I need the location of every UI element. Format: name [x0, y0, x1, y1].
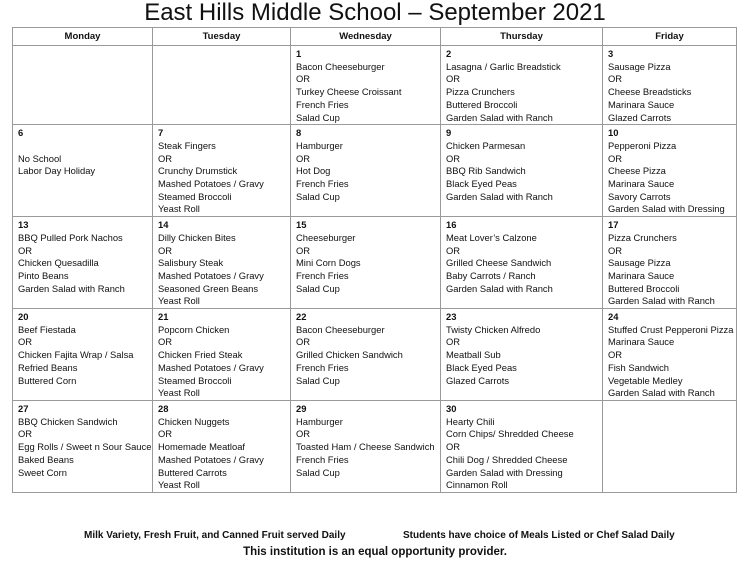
menu-item: Buttered Corn [18, 374, 77, 386]
menu-item: OR [446, 336, 461, 348]
weekday-header: Tuesday [153, 28, 291, 46]
week-row [13, 400, 737, 492]
menu-item: Glazed Carrots [446, 374, 510, 386]
day-cell [441, 217, 603, 309]
menu-item [18, 140, 152, 153]
menu-item: OR [158, 152, 173, 164]
day-cell [291, 309, 441, 401]
week-row [13, 46, 737, 125]
menu-item: Buttered Broccoli [446, 98, 518, 110]
week-row [13, 217, 737, 309]
menu-item: OR [296, 152, 311, 164]
day-cell [13, 309, 153, 401]
menu-item: Chili Dog / Shredded Cheese [446, 453, 568, 465]
menu-item: Baked Beans [18, 453, 74, 465]
footer-equal-opportunity: This institution is an equal opportunity provider. [243, 546, 507, 558]
menu-item: Hot Dog [296, 165, 331, 177]
menu-item: OR [296, 336, 311, 348]
menu-item: OR [296, 428, 311, 440]
day-number: 27 [18, 402, 29, 414]
page-title: East Hills Middle School – September 2021 [144, 0, 606, 26]
day-number [158, 48, 290, 61]
menu-item: Marinara Sauce [608, 178, 675, 190]
menu-item: Salad Cup [296, 111, 340, 123]
menu-item: Chicken Parmesan [446, 139, 526, 151]
menu-item: OR [158, 428, 173, 440]
menu-item: OR [296, 73, 311, 85]
menu-item: No School [18, 152, 62, 164]
day-cell [603, 217, 737, 309]
menu-calendar [12, 27, 737, 493]
menu-item: Black Eyed Peas [446, 361, 517, 373]
menu-item: Glazed Carrots [608, 111, 672, 123]
day-cell [291, 400, 441, 492]
menu-item: Sausage Pizza [608, 60, 671, 72]
day-cell [13, 400, 153, 492]
menu-item: Salad Cup [296, 190, 340, 202]
menu-item: OR [18, 428, 33, 440]
menu-item: Salad Cup [296, 374, 340, 386]
menu-item: Marinara Sauce [608, 269, 675, 281]
menu-item: Chicken Fajita Wrap / Salsa [18, 349, 134, 361]
menu-item: Lasagna / Garlic Breadstick [446, 60, 561, 72]
menu-item: Vegetable Medley [608, 374, 683, 386]
menu-item: Grilled Chicken Sandwich [296, 349, 403, 361]
day-cell [291, 46, 441, 125]
menu-item: OR [608, 73, 623, 85]
menu-item: Pinto Beans [18, 269, 69, 281]
menu-item: Sweet Corn [18, 466, 67, 478]
menu-item: Mashed Potatoes / Gravy [158, 178, 264, 190]
menu-item: Yeast Roll [158, 387, 200, 399]
day-number: 23 [446, 311, 457, 323]
menu-item: Garden Salad with Ranch [446, 111, 553, 123]
day-cell [441, 400, 603, 492]
day-cell [291, 125, 441, 217]
day-number: 17 [608, 219, 619, 231]
weekday-header: Wednesday [291, 28, 441, 46]
menu-item: Garden Salad with Ranch [446, 282, 553, 294]
menu-item: Toasted Ham / Cheese Sandwich [296, 441, 435, 453]
day-cell [153, 217, 291, 309]
menu-item: Cinnamon Roll [446, 479, 508, 491]
menu-item: Meatball Sub [446, 349, 501, 361]
day-number: 30 [446, 402, 457, 414]
day-cell [603, 400, 737, 492]
day-number: 28 [158, 402, 169, 414]
day-cell [13, 46, 153, 125]
menu-item: French Fries [296, 98, 349, 110]
menu-item: Cheese Breadsticks [608, 86, 692, 98]
menu-item: Corn Chips/ Shredded Cheese [446, 428, 574, 440]
menu-item: OR [446, 441, 461, 453]
day-number: 16 [446, 219, 457, 231]
menu-item: French Fries [296, 178, 349, 190]
day-number: 22 [296, 311, 307, 323]
menu-item: OR [608, 349, 623, 361]
footer-meal-choice: Students have choice of Meals Listed or Chef Salad Daily [403, 530, 675, 541]
day-number: 6 [18, 127, 24, 139]
menu-item: Hamburger [296, 415, 343, 427]
menu-item: Dilly Chicken Bites [158, 231, 236, 243]
menu-item: Baby Carrots / Ranch [446, 269, 536, 281]
menu-item: Yeast Roll [158, 203, 200, 215]
menu-item: Black Eyed Peas [446, 178, 517, 190]
menu-item: Twisty Chicken Alfredo [446, 323, 541, 335]
menu-item: Pizza Crunchers [446, 86, 515, 98]
day-cell [153, 46, 291, 125]
week-row [13, 125, 737, 217]
menu-item: Seasoned Green Beans [158, 282, 259, 294]
day-number: 7 [158, 127, 164, 139]
menu-item: Mashed Potatoes / Gravy [158, 453, 264, 465]
menu-item: Refried Beans [18, 361, 78, 373]
menu-item: OR [296, 244, 311, 256]
menu-item: OR [18, 336, 33, 348]
day-number: 14 [158, 219, 169, 231]
menu-item: Bacon Cheeseburger [296, 60, 385, 72]
menu-item: Egg Rolls / Sweet n Sour Sauce [18, 441, 152, 453]
weekday-header: Friday [603, 28, 737, 46]
menu-item: Cheese Pizza [608, 165, 666, 177]
day-number: 15 [296, 219, 307, 231]
menu-item: Buttered Broccoli [608, 282, 680, 294]
menu-item: OR [608, 152, 623, 164]
menu-item: Garden Salad with Dressing [608, 203, 725, 215]
menu-item: French Fries [296, 269, 349, 281]
menu-item: Pepperoni Pizza [608, 139, 677, 151]
day-number [18, 48, 152, 61]
menu-item: Crunchy Drumstick [158, 165, 238, 177]
menu-item: Stuffed Crust Pepperoni Pizza [608, 323, 734, 335]
footer-daily-items: Milk Variety, Fresh Fruit, and Canned Fruit served Daily [84, 530, 346, 541]
menu-item: Popcorn Chicken [158, 323, 230, 335]
menu-item: Labor Day Holiday [18, 165, 96, 177]
menu-item: Buttered Carrots [158, 466, 227, 478]
menu-item: OR [158, 336, 173, 348]
menu-item: OR [608, 244, 623, 256]
menu-item: OR [446, 244, 461, 256]
menu-item: Garden Salad with Ranch [446, 190, 553, 202]
menu-item: Beef Fiestada [18, 323, 76, 335]
menu-item: Pizza Crunchers [608, 231, 677, 243]
day-cell [153, 125, 291, 217]
menu-item: Bacon Cheeseburger [296, 323, 385, 335]
menu-item: Mashed Potatoes / Gravy [158, 269, 264, 281]
menu-item: Steak Fingers [158, 139, 216, 151]
day-number: 29 [296, 402, 307, 414]
day-cell [153, 400, 291, 492]
day-cell [441, 125, 603, 217]
menu-item: Grilled Cheese Sandwich [446, 257, 552, 269]
menu-item: Homemade Meatloaf [158, 441, 246, 453]
menu-item: Garden Salad with Ranch [608, 295, 715, 307]
day-cell [13, 217, 153, 309]
menu-item: Chicken Fried Steak [158, 349, 243, 361]
menu-item: Marinara Sauce [608, 336, 675, 348]
day-cell [441, 46, 603, 125]
menu-item: Fish Sandwich [608, 361, 669, 373]
day-cell [603, 46, 737, 125]
day-number [608, 403, 736, 416]
menu-item: Yeast Roll [158, 479, 200, 491]
day-cell [153, 309, 291, 401]
day-number: 21 [158, 311, 169, 323]
menu-item: BBQ Pulled Pork Nachos [18, 231, 123, 243]
day-number: 13 [18, 219, 29, 231]
menu-item: Hearty Chili [446, 415, 495, 427]
day-cell [291, 217, 441, 309]
menu-item: Salad Cup [296, 466, 340, 478]
day-cell [13, 125, 153, 217]
day-cell [603, 125, 737, 217]
menu-item: OR [446, 152, 461, 164]
menu-item: Garden Salad with Dressing [446, 466, 563, 478]
weekday-header-row [13, 28, 737, 46]
day-number: 8 [296, 127, 302, 139]
day-number: 9 [446, 127, 452, 139]
menu-item: Mashed Potatoes / Gravy [158, 361, 264, 373]
week-row [13, 309, 737, 401]
menu-item: Salad Cup [296, 282, 340, 294]
weekday-header: Monday [13, 28, 153, 46]
menu-item: BBQ Rib Sandwich [446, 165, 526, 177]
menu-item: Salisbury Steak [158, 257, 224, 269]
menu-item: Sausage Pizza [608, 257, 671, 269]
menu-item: Chicken Nuggets [158, 415, 230, 427]
menu-item: Cheeseburger [296, 231, 356, 243]
menu-item: OR [446, 73, 461, 85]
menu-item: BBQ Chicken Sandwich [18, 415, 118, 427]
menu-item: Marinara Sauce [608, 98, 675, 110]
menu-item: OR [18, 244, 33, 256]
menu-item: OR [158, 244, 173, 256]
day-number: 3 [608, 48, 614, 59]
day-number: 2 [446, 48, 452, 59]
menu-item: Meat Lover’s Calzone [446, 231, 537, 243]
menu-item: Savory Carrots [608, 190, 671, 202]
weekday-header: Thursday [441, 28, 603, 46]
day-cell [603, 309, 737, 401]
day-number: 24 [608, 311, 619, 323]
day-number: 20 [18, 311, 29, 323]
menu-item: Garden Salad with Ranch [608, 387, 715, 399]
day-number: 1 [296, 48, 302, 59]
menu-item: Steamed Broccoli [158, 374, 232, 386]
day-number: 10 [608, 127, 619, 139]
menu-item: Mini Corn Dogs [296, 257, 361, 269]
menu-item: Chicken Quesadilla [18, 257, 99, 269]
day-cell [441, 309, 603, 401]
menu-item: French Fries [296, 361, 349, 373]
menu-item: Yeast Roll [158, 295, 200, 307]
menu-item: Garden Salad with Ranch [18, 282, 125, 294]
menu-item: Hamburger [296, 139, 343, 151]
menu-item: French Fries [296, 453, 349, 465]
menu-item: Turkey Cheese Croissant [296, 86, 402, 98]
menu-item: Steamed Broccoli [158, 190, 232, 202]
